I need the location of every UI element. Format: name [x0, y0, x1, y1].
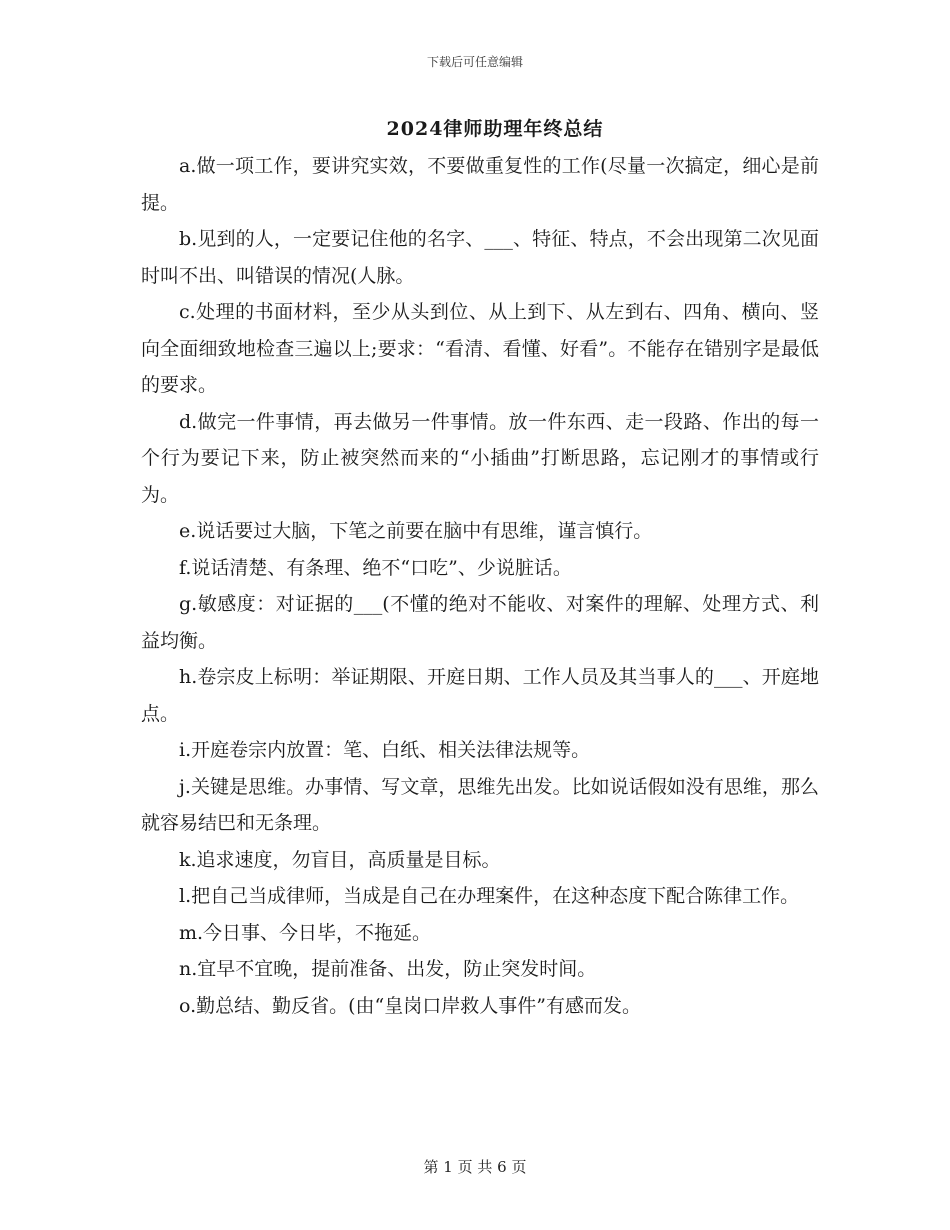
page-number: 第 1 页 共 6 页 [423, 1158, 527, 1176]
paragraph-k: k.追求速度，勿盲目，高质量是目标。 [179, 848, 501, 871]
paragraph-f: f.说话清楚、有条理、绝不“口吃”、少说脏话。 [179, 556, 572, 579]
paragraph-l: l.把自己当成律师，当成是自己在办理案件，在这种态度下配合陈律工作。 [179, 885, 800, 907]
paragraph-m: m.今日事、今日毕，不拖延。 [179, 921, 432, 944]
paragraph-e: e.说话要过大脑，下笔之前要在脑中有思维，谨言慎行。 [179, 520, 653, 542]
paragraph-n: n.宜早不宜晚，提前准备、出发，防止突发时间。 [179, 958, 597, 980]
paragraph-d: d.做完一件事情，再去做另一件事情。放一件东西、走一段路、作出的每一个行为要记下来，防止被突然而来的“小插曲”打断思路，忘记刚才的事情或行为。 [141, 410, 819, 506]
document-title: 2024律师助理年终总结 [386, 118, 604, 140]
paragraph-b: b.见到的人，一定要记住他的名字、___、特征、特点，不会出现第二次见面时叫不出、叫错误的情况(人脉。 [141, 228, 819, 287]
header-note: 下载后可任意编辑 [426, 55, 523, 69]
paragraph-c: c.处理的书面材料，至少从头到位、从上到下、从左到右、四角、横向、竖向全面细致地检查三遍以上;要求：“看清、看懂、好看”。不能存在错别字是最低的要求。 [141, 301, 819, 396]
document-body [141, 148, 819, 1024]
paragraph-o: o.勤总结、勤反省。(由“皇岗口岸救人事件”有感而发。 [179, 994, 641, 1017]
paragraph-a: a.做一项工作，要讲究实效，不要做重复性的工作(尽量一次搞定，细心是前提。 [141, 155, 819, 214]
paragraph-g: g.敏感度：对证据的___(不懂的绝对不能收、对案件的理解、处理方式、利益均衡。 [141, 593, 819, 652]
paragraph-i: i.开庭卷宗内放置：笔、白纸、相关法律法规等。 [179, 739, 591, 761]
paragraph-j: j.关键是思维。办事情、写文章，思维先出发。比如说话假如没有思维，那么就容易结巴和无条理。 [141, 775, 819, 834]
paragraph-h: h.卷宗皮上标明：举证期限、开庭日期、工作人员及其当事人的___、开庭地点。 [141, 666, 819, 725]
